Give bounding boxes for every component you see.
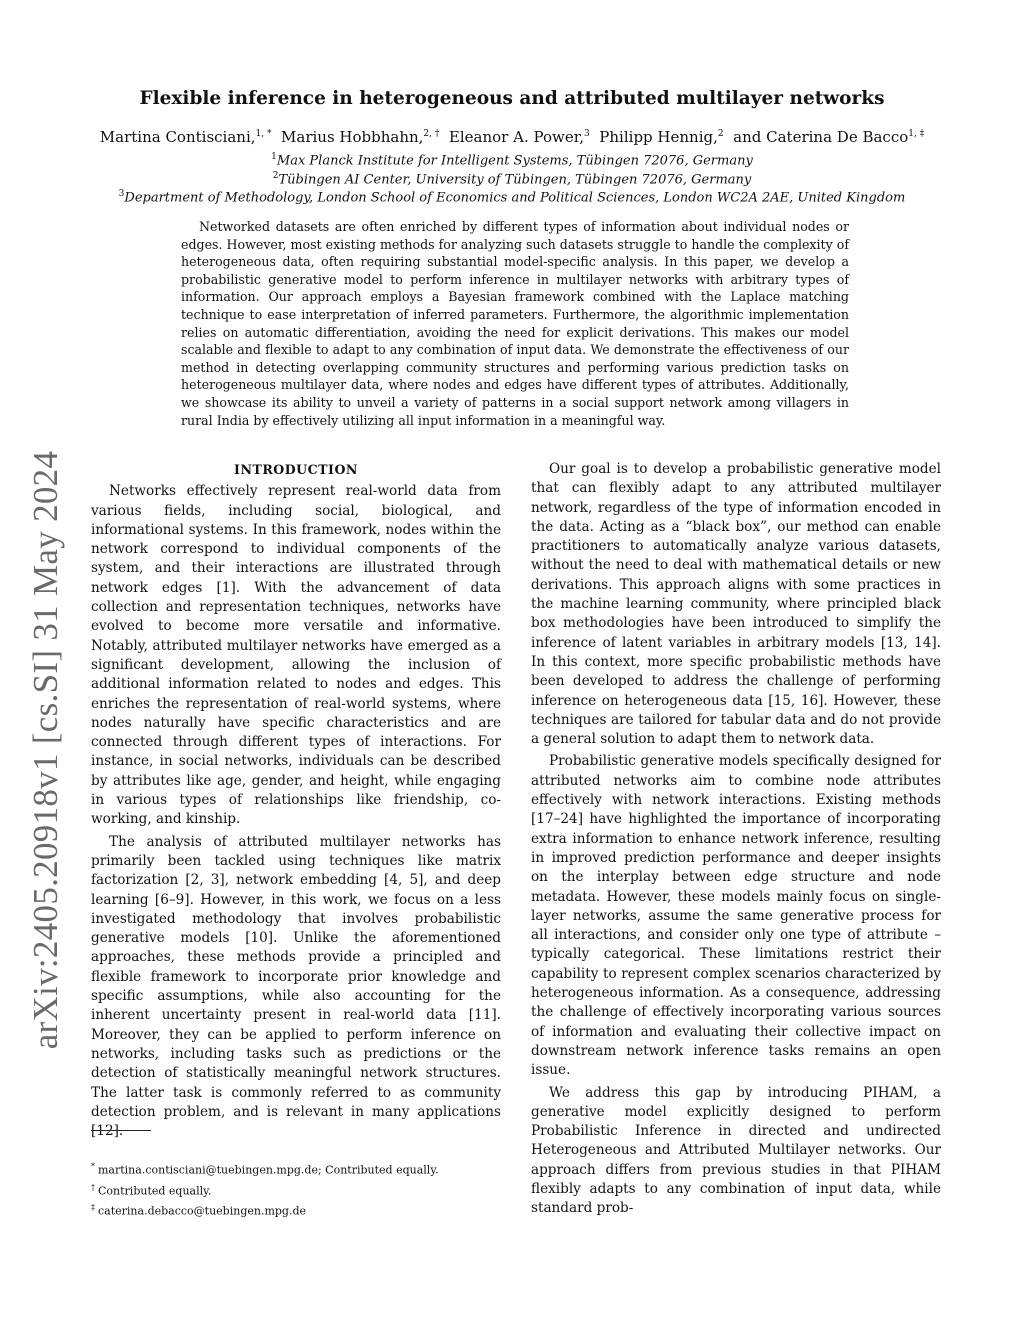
paragraph: Probabilistic generative models specifically designed for attributed networks aim to combine node attributes effectively with network interactions. Existing methods [17–24] have highlighted the importance of incorporating extra information to enhance network inference, resulting in improved prediction performance and deeper insights on the interplay between edge structure and node metadata. However, these models mainly focus on single-layer networks, assume the same generative process for all interactions, and consider only one type of attribute – typically categorical. These limitations restrict their capability to represent complex scenarios characterized by heterogeneous information. As a consequence, addressing the challenge of effectively incorporating various sources of information and evaluating their collective impact on downstream network inference tasks remains an open issue. (531, 753, 941, 1079)
model-name: PIHAM (863, 1084, 914, 1101)
footnote: † Contributed equally. (91, 1182, 212, 1198)
affiliation: $^3$Department of Methodology, London School of Economics and Political Sciences, London WC2A 2AE, United Kingdom (118, 189, 906, 206)
paragraph: The analysis of attributed multilayer networks has primarily been tackled using techniques like matrix factorization [2, 3], network embedding [4, 5], and deep learning [6–9]. However, in this work, we focus on a less investigated methodology that involves probabilistic generative models [10]. Unlike the aforementioned approaches, these methods provide a principled and flexible framework to incorporate prior knowledge and specific assumptions, while also accounting for the inherent uncertainty present in real-world data [11]. Moreover, they can be applied to perform inference on networks, including tasks such as predictions or the detection of statistically meaningful network structures. The latter task is commonly referred to as community detection problem, and is relevant in many applications [12]. (91, 833, 501, 1140)
footnotes (91, 1158, 511, 1220)
paragraph: Networks effectively represent real-world data from various fields, including social, biological, and informational systems. In this framework, nodes within the network correspond to individual components of the system, and their interactions are illustrated through network edges [1]. With the advancement of data collection and representation techniques, networks have evolved to become more versatile and informative. Notably, attributed multilayer networks have emerged as a significant development, allowing the inclusion of additional information related to nodes and edges. This enriches the representation of real-world systems, where nodes naturally have specific characteristics and are connected through different types of interactions. For instance, in social networks, individuals can be described by attributes like age, gender, and height, while engaging in various types of relationships like friendship, co-working, and kinship. (91, 483, 501, 828)
author: Philipp Hennig,$^2$ (599, 128, 724, 146)
author-list (0, 128, 1024, 146)
footnote: * martina.contisciani@tuebingen.mpg.de; Contributed equally. (91, 1162, 439, 1177)
left-column (91, 460, 501, 1141)
model-name: PIHAM (890, 1161, 941, 1178)
footnote-divider (91, 1130, 151, 1131)
right-column (531, 460, 941, 1219)
abstract: Networked datasets are often enriched by different types of information about individual nodes or edges. However, most existing methods for analyzing such datasets struggle to handle the complexity of heterogeneous data, often requiring substantial model-specific analysis. In this paper, we develop a probabilistic generative model to perform inference in multilayer networks with arbitrary types of information. Our approach employs a Bayesian framework combined with the Laplace matching technique to ease interpretation of inferred parameters. Furthermore, the algorithmic implementation relies on automatic differentiation, avoiding the need for explicit derivations. This makes our model scalable and flexible to adapt to any combination of input data. We demonstrate the effectiveness of our method in detecting overlapping community structures and performing various prediction tasks on heterogeneous multilayer data, where nodes and edges have different types of attributes. Additionally, we showcase its ability to unveil a variety of patterns in a social support network among villagers in rural India by effectively utilizing all input information in a meaningful way. (181, 219, 849, 428)
paragraph: Our goal is to develop a probabilistic generative model that can flexibly adapt to any attributed multilayer network, regardless of the type of information encoded in the data. Acting as a “black box”, our method can enable practitioners to automatically analyze various datasets, without the need to deal with mathematical details or new derivations. This approach aligns with some practices in the machine learning community, where principled black box methodologies have been introduced to simplify the inference of latent variables in arbitrary models [13, 14]. In this context, more specific probabilistic methods have been developed to address the challenge of performing inference on heterogeneous data [15, 16]. However, these techniques are tailored for tabular data and do not provide a general solution to adapt them to network data. (531, 461, 941, 748)
paper-title: Flexible inference in heterogeneous and attributed multilayer networks (139, 88, 885, 109)
author: and Caterina De Bacco$^{1, \ddagger}$ (733, 128, 925, 146)
author: Eleanor A. Power,$^3$ (448, 128, 590, 146)
arxiv-identifier: arXiv:2405.20918v1 [cs.SI] 31 May 2024 (26, 450, 65, 1050)
affiliation: $^1$Max Planck Institute for Intelligent Systems, Tübingen 72076, Germany (271, 152, 753, 169)
author: Martina Contisciani,$^{1, *}$ (99, 128, 272, 146)
affiliation: $^2$Tübingen AI Center, University of Tübingen, Tübingen 72076, Germany (272, 171, 752, 188)
author: Marius Hobbhahn,$^{2, \dagger}$ (281, 128, 440, 146)
paragraph: We address this gap by introducing PIHAM, a generative model explicitly designed to perform Probabilistic Inference in directed and undirected Heterogeneous and Attributed Multilayer networks. Our approach differs from previous studies in that PIHAM flexibly adapts to any combination of input data, while standard prob- (531, 1084, 941, 1217)
footnote: ‡ caterina.debacco@tuebingen.mpg.de (91, 1203, 307, 1218)
section-heading-introduction: INTRODUCTION (234, 462, 358, 477)
